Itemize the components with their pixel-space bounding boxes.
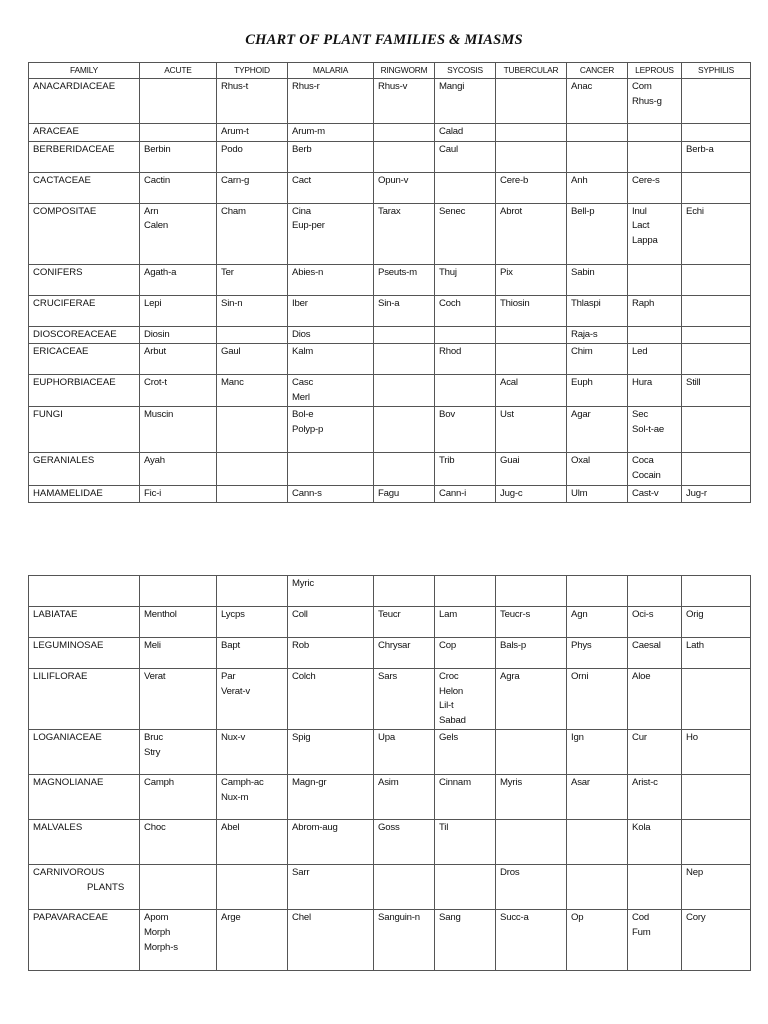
remedy-cell-acute: Verat bbox=[140, 669, 217, 730]
remedy-cell-typhoid: Manc bbox=[217, 375, 288, 407]
remedy-cell-tubercular: Acal bbox=[496, 375, 567, 407]
remedy-cell-leprous: Inul Lact Lappa bbox=[628, 203, 682, 264]
remedy-cell-cancer: Bell-p bbox=[567, 203, 628, 264]
remedy-cell-typhoid: Gaul bbox=[217, 344, 288, 375]
remedy-cell-acute: Apom Morph Morph-s bbox=[140, 910, 217, 971]
remedy-cell-ringworm: Pseuts-m bbox=[374, 264, 435, 295]
table-row bbox=[29, 607, 751, 638]
table-row bbox=[29, 910, 751, 971]
remedy-cell-cancer: Sabin bbox=[567, 264, 628, 295]
remedy-cell-leprous: Arist-c bbox=[628, 775, 682, 820]
remedy-cell-leprous bbox=[628, 124, 682, 142]
remedy-cell-cancer bbox=[567, 865, 628, 910]
remedy-cell-leprous: Cur bbox=[628, 730, 682, 775]
remedy-cell-ringworm: Fagu bbox=[374, 485, 435, 503]
table-row bbox=[29, 730, 751, 775]
remedy-cell-sycosis bbox=[435, 576, 496, 607]
remedy-cell-acute: Crot-t bbox=[140, 375, 217, 407]
remedy-cell-ringworm: Sin-a bbox=[374, 295, 435, 326]
remedy-cell-acute: Camph bbox=[140, 775, 217, 820]
remedy-cell-sycosis: Lam bbox=[435, 607, 496, 638]
remedy-cell-malaria: Rhus-r bbox=[288, 79, 374, 124]
family-cell: LABIATAE bbox=[29, 607, 140, 638]
remedy-cell-sycosis: Thuj bbox=[435, 264, 496, 295]
plant-families-table-1 bbox=[28, 62, 751, 503]
remedy-cell-ringworm bbox=[374, 344, 435, 375]
remedy-cell-syphilis bbox=[682, 295, 751, 326]
remedy-cell-acute: Lepi bbox=[140, 295, 217, 326]
column-header-cancer: CANCER bbox=[567, 63, 628, 79]
remedy-cell-tubercular: Bals-p bbox=[496, 638, 567, 669]
remedy-cell-acute: Meli bbox=[140, 638, 217, 669]
column-header-typhoid: TYPHOID bbox=[217, 63, 288, 79]
remedy-cell-leprous: Sec Sol-t-ae bbox=[628, 407, 682, 453]
remedy-cell-tubercular: Jug-c bbox=[496, 485, 567, 503]
remedy-cell-malaria: Berb bbox=[288, 141, 374, 172]
remedy-cell-acute: Diosin bbox=[140, 326, 217, 344]
remedy-cell-syphilis bbox=[682, 576, 751, 607]
remedy-cell-tubercular bbox=[496, 820, 567, 865]
remedy-cell-syphilis: Ho bbox=[682, 730, 751, 775]
remedy-cell-ringworm: Goss bbox=[374, 820, 435, 865]
remedy-cell-leprous: Com Rhus-g bbox=[628, 79, 682, 124]
family-cell: CRUCIFERAE bbox=[29, 295, 140, 326]
remedy-cell-ringworm bbox=[374, 407, 435, 453]
remedy-cell-ringworm: Upa bbox=[374, 730, 435, 775]
remedy-cell-sycosis: Sang bbox=[435, 910, 496, 971]
remedy-cell-cancer: Agar bbox=[567, 407, 628, 453]
remedy-cell-cancer bbox=[567, 124, 628, 142]
remedy-cell-cancer: Phys bbox=[567, 638, 628, 669]
remedy-cell-acute bbox=[140, 865, 217, 910]
remedy-cell-sycosis: Cop bbox=[435, 638, 496, 669]
remedy-cell-tubercular: Succ-a bbox=[496, 910, 567, 971]
remedy-cell-malaria: Rob bbox=[288, 638, 374, 669]
remedy-cell-typhoid: Camph-ac Nux-m bbox=[217, 775, 288, 820]
table-row bbox=[29, 79, 751, 124]
remedy-cell-typhoid: Rhus-t bbox=[217, 79, 288, 124]
remedy-cell-sycosis: Calad bbox=[435, 124, 496, 142]
remedy-cell-sycosis: Cann-i bbox=[435, 485, 496, 503]
remedy-cell-syphilis bbox=[682, 344, 751, 375]
remedy-cell-typhoid: Bapt bbox=[217, 638, 288, 669]
remedy-cell-sycosis: Til bbox=[435, 820, 496, 865]
remedy-cell-tubercular: Thiosin bbox=[496, 295, 567, 326]
remedy-cell-syphilis: Still bbox=[682, 375, 751, 407]
remedy-cell-acute: Bruc Stry bbox=[140, 730, 217, 775]
table-row bbox=[29, 638, 751, 669]
column-header-leprous: LEPROUS bbox=[628, 63, 682, 79]
remedy-cell-malaria: Iber bbox=[288, 295, 374, 326]
remedy-cell-cancer: Anh bbox=[567, 172, 628, 203]
table-row bbox=[29, 820, 751, 865]
remedy-cell-malaria: Cact bbox=[288, 172, 374, 203]
family-cell: ERICACEAE bbox=[29, 344, 140, 375]
remedy-cell-tubercular bbox=[496, 576, 567, 607]
table-row bbox=[29, 124, 751, 142]
remedy-cell-leprous bbox=[628, 264, 682, 295]
remedy-cell-leprous: Aloe bbox=[628, 669, 682, 730]
family-cell: BERBERIDACEAE bbox=[29, 141, 140, 172]
remedy-cell-typhoid bbox=[217, 326, 288, 344]
remedy-cell-typhoid: Cham bbox=[217, 203, 288, 264]
remedy-cell-cancer: Asar bbox=[567, 775, 628, 820]
remedy-cell-tubercular: Dros bbox=[496, 865, 567, 910]
remedy-cell-ringworm bbox=[374, 576, 435, 607]
family-cell: LILIFLORAE bbox=[29, 669, 140, 730]
remedy-cell-syphilis bbox=[682, 453, 751, 485]
family-cell: EUPHORBIACEAE bbox=[29, 375, 140, 407]
column-header-syphilis: SYPHILIS bbox=[682, 63, 751, 79]
remedy-cell-syphilis: Nep bbox=[682, 865, 751, 910]
remedy-cell-syphilis bbox=[682, 407, 751, 453]
remedy-cell-sycosis bbox=[435, 326, 496, 344]
remedy-cell-ringworm bbox=[374, 453, 435, 485]
table-row bbox=[29, 344, 751, 375]
table-row bbox=[29, 669, 751, 730]
remedy-cell-malaria: Dios bbox=[288, 326, 374, 344]
remedy-cell-leprous bbox=[628, 865, 682, 910]
remedy-cell-malaria: Cina Eup-per bbox=[288, 203, 374, 264]
table-row bbox=[29, 407, 751, 453]
remedy-cell-typhoid bbox=[217, 576, 288, 607]
remedy-cell-leprous: Led bbox=[628, 344, 682, 375]
remedy-cell-cancer: Agn bbox=[567, 607, 628, 638]
remedy-cell-cancer: Orni bbox=[567, 669, 628, 730]
family-cell: ANACARDIACEAE bbox=[29, 79, 140, 124]
remedy-cell-acute bbox=[140, 124, 217, 142]
remedy-cell-tubercular: Abrot bbox=[496, 203, 567, 264]
family-cell: LOGANIACEAE bbox=[29, 730, 140, 775]
remedy-cell-malaria: Magn-gr bbox=[288, 775, 374, 820]
remedy-cell-cancer bbox=[567, 820, 628, 865]
family-cell: COMPOSITAE bbox=[29, 203, 140, 264]
table-row bbox=[29, 485, 751, 503]
remedy-cell-syphilis bbox=[682, 124, 751, 142]
remedy-cell-typhoid: Sin-n bbox=[217, 295, 288, 326]
remedy-cell-syphilis: Cory bbox=[682, 910, 751, 971]
remedy-cell-typhoid: Arge bbox=[217, 910, 288, 971]
remedy-cell-syphilis bbox=[682, 172, 751, 203]
column-header-family: FAMILY bbox=[29, 63, 140, 79]
remedy-cell-cancer bbox=[567, 576, 628, 607]
remedy-cell-acute bbox=[140, 79, 217, 124]
remedy-cell-typhoid bbox=[217, 485, 288, 503]
remedy-cell-sycosis: Senec bbox=[435, 203, 496, 264]
remedy-cell-sycosis: Coch bbox=[435, 295, 496, 326]
remedy-cell-malaria: Chel bbox=[288, 910, 374, 971]
remedy-cell-syphilis: Echi bbox=[682, 203, 751, 264]
remedy-cell-tubercular bbox=[496, 326, 567, 344]
remedy-cell-acute: Ayah bbox=[140, 453, 217, 485]
remedy-cell-cancer: Anac bbox=[567, 79, 628, 124]
remedy-cell-sycosis: Croc Helon Lil-t Sabad bbox=[435, 669, 496, 730]
table-row bbox=[29, 264, 751, 295]
table-row bbox=[29, 326, 751, 344]
table-row bbox=[29, 865, 751, 910]
remedy-cell-syphilis bbox=[682, 326, 751, 344]
remedy-cell-leprous bbox=[628, 141, 682, 172]
table-row bbox=[29, 775, 751, 820]
family-cell: CARNIVOROUS PLANTS bbox=[29, 865, 140, 910]
remedy-cell-malaria: Colch bbox=[288, 669, 374, 730]
remedy-cell-malaria: Casc Merl bbox=[288, 375, 374, 407]
remedy-cell-tubercular: Myris bbox=[496, 775, 567, 820]
table-row bbox=[29, 172, 751, 203]
remedy-cell-syphilis: Jug-r bbox=[682, 485, 751, 503]
family-cell: GERANIALES bbox=[29, 453, 140, 485]
remedy-cell-leprous: Kola bbox=[628, 820, 682, 865]
remedy-cell-ringworm: Chrysar bbox=[374, 638, 435, 669]
remedy-cell-typhoid: Abel bbox=[217, 820, 288, 865]
remedy-cell-ringworm bbox=[374, 141, 435, 172]
remedy-cell-leprous: Cere-s bbox=[628, 172, 682, 203]
remedy-cell-tubercular bbox=[496, 730, 567, 775]
remedy-cell-acute: Menthol bbox=[140, 607, 217, 638]
family-cell: LEGUMINOSAE bbox=[29, 638, 140, 669]
remedy-cell-cancer: Op bbox=[567, 910, 628, 971]
remedy-cell-cancer: Oxal bbox=[567, 453, 628, 485]
remedy-cell-tubercular bbox=[496, 79, 567, 124]
remedy-cell-ringworm: Sanguin-n bbox=[374, 910, 435, 971]
remedy-cell-syphilis bbox=[682, 669, 751, 730]
remedy-cell-typhoid: Nux-v bbox=[217, 730, 288, 775]
remedy-cell-sycosis: Trib bbox=[435, 453, 496, 485]
remedy-cell-malaria: Sarr bbox=[288, 865, 374, 910]
remedy-cell-acute: Agath-a bbox=[140, 264, 217, 295]
remedy-cell-syphilis bbox=[682, 775, 751, 820]
remedy-cell-syphilis: Lath bbox=[682, 638, 751, 669]
remedy-cell-sycosis: Bov bbox=[435, 407, 496, 453]
family-cell: PAPAVARACEAE bbox=[29, 910, 140, 971]
plant-families-table-2 bbox=[28, 575, 751, 971]
remedy-cell-leprous: Caesal bbox=[628, 638, 682, 669]
remedy-cell-ringworm: Sars bbox=[374, 669, 435, 730]
remedy-cell-leprous: Raph bbox=[628, 295, 682, 326]
remedy-cell-typhoid: Ter bbox=[217, 264, 288, 295]
column-header-ringworm: RINGWORM bbox=[374, 63, 435, 79]
column-header-acute: ACUTE bbox=[140, 63, 217, 79]
remedy-cell-tubercular: Guai bbox=[496, 453, 567, 485]
remedy-cell-typhoid: Podo bbox=[217, 141, 288, 172]
remedy-cell-acute: Fic-i bbox=[140, 485, 217, 503]
remedy-cell-tubercular bbox=[496, 141, 567, 172]
remedy-cell-syphilis bbox=[682, 264, 751, 295]
remedy-cell-leprous: Cod Fum bbox=[628, 910, 682, 971]
remedy-cell-acute bbox=[140, 576, 217, 607]
header-row bbox=[29, 63, 751, 79]
remedy-cell-malaria: Kalm bbox=[288, 344, 374, 375]
family-cell: CONIFERS bbox=[29, 264, 140, 295]
remedy-cell-sycosis: Cinnam bbox=[435, 775, 496, 820]
table-row bbox=[29, 453, 751, 485]
remedy-cell-ringworm: Opun-v bbox=[374, 172, 435, 203]
remedy-cell-tubercular: Ust bbox=[496, 407, 567, 453]
table-row bbox=[29, 375, 751, 407]
remedy-cell-syphilis: Berb-a bbox=[682, 141, 751, 172]
remedy-cell-acute: Berbin bbox=[140, 141, 217, 172]
remedy-cell-typhoid: Par Verat-v bbox=[217, 669, 288, 730]
remedy-cell-tubercular bbox=[496, 344, 567, 375]
column-header-malaria: MALARIA bbox=[288, 63, 374, 79]
remedy-cell-tubercular: Teucr-s bbox=[496, 607, 567, 638]
remedy-cell-cancer: Ulm bbox=[567, 485, 628, 503]
remedy-cell-sycosis bbox=[435, 172, 496, 203]
remedy-cell-syphilis bbox=[682, 820, 751, 865]
remedy-cell-acute: Muscin bbox=[140, 407, 217, 453]
family-cell: ARACEAE bbox=[29, 124, 140, 142]
remedy-cell-sycosis: Rhod bbox=[435, 344, 496, 375]
table-row bbox=[29, 576, 751, 607]
remedy-cell-typhoid: Lycps bbox=[217, 607, 288, 638]
remedy-cell-leprous: Coca Cocain bbox=[628, 453, 682, 485]
remedy-cell-ringworm bbox=[374, 326, 435, 344]
remedy-cell-malaria: Coll bbox=[288, 607, 374, 638]
remedy-cell-leprous bbox=[628, 576, 682, 607]
remedy-cell-malaria: Myric bbox=[288, 576, 374, 607]
remedy-cell-malaria: Spig bbox=[288, 730, 374, 775]
remedy-cell-malaria bbox=[288, 453, 374, 485]
remedy-cell-ringworm bbox=[374, 375, 435, 407]
remedy-cell-cancer: Euph bbox=[567, 375, 628, 407]
remedy-cell-typhoid bbox=[217, 865, 288, 910]
remedy-cell-sycosis: Caul bbox=[435, 141, 496, 172]
column-header-sycosis: SYCOSIS bbox=[435, 63, 496, 79]
remedy-cell-cancer: Ign bbox=[567, 730, 628, 775]
remedy-cell-acute: Arn Calen bbox=[140, 203, 217, 264]
remedy-cell-ringworm: Tarax bbox=[374, 203, 435, 264]
table-row bbox=[29, 295, 751, 326]
remedy-cell-cancer: Chim bbox=[567, 344, 628, 375]
family-cell: FUNGI bbox=[29, 407, 140, 453]
family-cell: CACTACEAE bbox=[29, 172, 140, 203]
family-cell: MALVALES bbox=[29, 820, 140, 865]
remedy-cell-cancer bbox=[567, 141, 628, 172]
remedy-cell-leprous: Hura bbox=[628, 375, 682, 407]
page-title: CHART OF PLANT FAMILIES & MIASMS bbox=[245, 32, 523, 48]
remedy-cell-malaria: Cann-s bbox=[288, 485, 374, 503]
remedy-cell-malaria: Arum-m bbox=[288, 124, 374, 142]
family-cell: HAMAMELIDAE bbox=[29, 485, 140, 503]
remedy-cell-typhoid: Arum-t bbox=[217, 124, 288, 142]
remedy-cell-tubercular bbox=[496, 124, 567, 142]
remedy-cell-malaria: Abrom-aug bbox=[288, 820, 374, 865]
column-header-tubercular: TUBERCULAR bbox=[496, 63, 567, 79]
remedy-cell-sycosis: Mangi bbox=[435, 79, 496, 124]
remedy-cell-leprous: Oci-s bbox=[628, 607, 682, 638]
remedy-cell-sycosis: Gels bbox=[435, 730, 496, 775]
family-cell bbox=[29, 576, 140, 607]
remedy-cell-sycosis bbox=[435, 865, 496, 910]
remedy-cell-tubercular: Pix bbox=[496, 264, 567, 295]
remedy-cell-ringworm: Teucr bbox=[374, 607, 435, 638]
remedy-cell-ringworm bbox=[374, 865, 435, 910]
remedy-cell-acute: Arbut bbox=[140, 344, 217, 375]
remedy-cell-typhoid: Carn-g bbox=[217, 172, 288, 203]
remedy-cell-acute: Cactin bbox=[140, 172, 217, 203]
remedy-cell-ringworm bbox=[374, 124, 435, 142]
remedy-cell-sycosis bbox=[435, 375, 496, 407]
table-row bbox=[29, 203, 751, 264]
remedy-cell-tubercular: Cere-b bbox=[496, 172, 567, 203]
remedy-cell-leprous bbox=[628, 326, 682, 344]
remedy-cell-leprous: Cast-v bbox=[628, 485, 682, 503]
remedy-cell-malaria: Abies-n bbox=[288, 264, 374, 295]
remedy-cell-ringworm: Rhus-v bbox=[374, 79, 435, 124]
remedy-cell-typhoid bbox=[217, 453, 288, 485]
family-cell: MAGNOLIANAE bbox=[29, 775, 140, 820]
remedy-cell-syphilis: Orig bbox=[682, 607, 751, 638]
remedy-cell-tubercular: Agra bbox=[496, 669, 567, 730]
family-cell: DIOSCOREACEAE bbox=[29, 326, 140, 344]
remedy-cell-ringworm: Asim bbox=[374, 775, 435, 820]
remedy-cell-syphilis bbox=[682, 79, 751, 124]
remedy-cell-acute: Choc bbox=[140, 820, 217, 865]
remedy-cell-typhoid bbox=[217, 407, 288, 453]
remedy-cell-cancer: Raja-s bbox=[567, 326, 628, 344]
remedy-cell-cancer: Thlaspi bbox=[567, 295, 628, 326]
table-row bbox=[29, 141, 751, 172]
remedy-cell-malaria: Bol-e Polyp-p bbox=[288, 407, 374, 453]
